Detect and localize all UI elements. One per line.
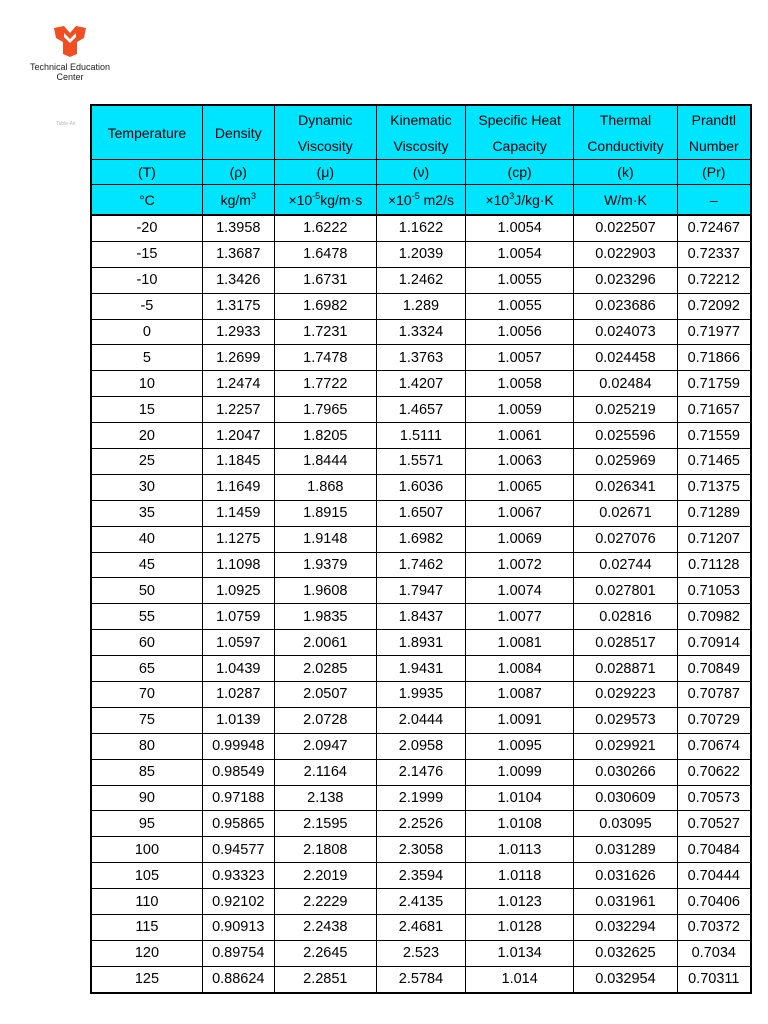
table-cell: 2.2229	[274, 889, 376, 915]
table-cell: 2.0947	[274, 733, 376, 759]
table-cell: 1.6507	[376, 500, 465, 526]
table-cell: 20	[91, 423, 202, 449]
table-cell: 0.031289	[574, 837, 677, 863]
table-cell: 0.98549	[202, 759, 274, 785]
header-row-names	[91, 105, 751, 160]
table-cell: 0.95865	[202, 811, 274, 837]
table-cell: 1.0439	[202, 656, 274, 682]
table-cell: 0.70573	[677, 785, 751, 811]
column-header-name-line: Capacity	[492, 137, 547, 154]
table-cell: 1.2933	[202, 319, 274, 345]
column-header-name-line: Specific Heat	[478, 111, 561, 128]
table-cell: 2.1476	[376, 759, 465, 785]
table-cell: 0.032954	[574, 966, 677, 992]
table-cell: 2.0728	[274, 707, 376, 733]
table-cell: 2.0444	[376, 707, 465, 733]
table-cell: 0.89754	[202, 940, 274, 966]
table-cell: 0.94577	[202, 837, 274, 863]
table-cell: 2.523	[376, 940, 465, 966]
table-cell: 0.029573	[574, 707, 677, 733]
column-header-name-line: Density	[214, 124, 262, 141]
table-cell: 0.71207	[677, 526, 751, 552]
table-row	[91, 837, 751, 863]
table-cell: 10	[91, 371, 202, 397]
table-cell: 0.92102	[202, 889, 274, 915]
column-header-name	[677, 105, 751, 160]
table-cell: 105	[91, 863, 202, 889]
table-cell: 75	[91, 707, 202, 733]
table-cell: 1.0597	[202, 630, 274, 656]
column-header-symbol: (ρ)	[202, 160, 274, 185]
table-cell: 1.9608	[274, 578, 376, 604]
table-cell: 1.0087	[466, 682, 574, 708]
table-cell: 1.3687	[202, 241, 274, 267]
table-cell: 1.1622	[376, 215, 465, 241]
column-header-name-line: Temperature	[107, 124, 187, 141]
table-row	[91, 940, 751, 966]
table-cell: 1.8437	[376, 604, 465, 630]
brand-name-line2: Center	[56, 72, 84, 82]
table-cell: 0.025969	[574, 449, 677, 475]
table-row	[91, 759, 751, 785]
table-cell: 0.029223	[574, 682, 677, 708]
table-cell: 2.138	[274, 785, 376, 811]
column-header-name-line: Thermal	[599, 111, 652, 128]
table-row	[91, 552, 751, 578]
unit-suffix: J/kg·K	[514, 191, 554, 208]
unit-base: ×10	[288, 191, 313, 208]
table-cell: 2.0285	[274, 656, 376, 682]
table-cell: 110	[91, 889, 202, 915]
table-cell: 1.7947	[376, 578, 465, 604]
unit-suffix: m2/s	[419, 191, 454, 208]
table-cell: 1.4207	[376, 371, 465, 397]
table-row	[91, 811, 751, 837]
table-cell: 1.6731	[274, 267, 376, 293]
table-cell: 0.030609	[574, 785, 677, 811]
table-cell: 0.025596	[574, 423, 677, 449]
column-header-unit	[376, 185, 465, 216]
table-cell: 2.1808	[274, 837, 376, 863]
table-cell: 1.2039	[376, 241, 465, 267]
table-cell: 2.2851	[274, 966, 376, 992]
table-row	[91, 863, 751, 889]
table-cell: -5	[91, 293, 202, 319]
table-cell: 1.0091	[466, 707, 574, 733]
table-cell: 1.868	[274, 474, 376, 500]
table-cell: 0.70484	[677, 837, 751, 863]
unit-exponent: 3	[250, 190, 256, 201]
table-cell: 1.0139	[202, 707, 274, 733]
table-cell: -10	[91, 267, 202, 293]
unit-exponent: -5	[312, 190, 321, 201]
table-cell: 1.0054	[466, 241, 574, 267]
brand-name-line1: Technical Education	[29, 62, 111, 72]
table-cell: 1.289	[376, 293, 465, 319]
column-header-unit	[202, 185, 274, 216]
table-cell: 2.3594	[376, 863, 465, 889]
table-cell: 2.1164	[274, 759, 376, 785]
table-header	[91, 105, 751, 215]
column-header-unit	[91, 185, 202, 216]
table-cell: 1.0056	[466, 319, 574, 345]
header-row-units	[91, 185, 751, 216]
table-row	[91, 604, 751, 630]
table-row	[91, 474, 751, 500]
table-row	[91, 500, 751, 526]
table-cell: 1.3426	[202, 267, 274, 293]
table-cell: 0.71866	[677, 345, 751, 371]
table-cell: 0.71759	[677, 371, 751, 397]
table-cell: 5	[91, 345, 202, 371]
table-cell: 2.1595	[274, 811, 376, 837]
table-cell: 1.8205	[274, 423, 376, 449]
table-cell: 1.7722	[274, 371, 376, 397]
table-cell: 1.0095	[466, 733, 574, 759]
table-row	[91, 397, 751, 423]
column-header-symbol: (k)	[574, 160, 677, 185]
table-row	[91, 371, 751, 397]
table-cell: 2.0958	[376, 733, 465, 759]
table-cell: 1.0123	[466, 889, 574, 915]
column-header-unit	[574, 185, 677, 216]
table-row	[91, 449, 751, 475]
table-cell: 0.97188	[202, 785, 274, 811]
table-cell: 0.028517	[574, 630, 677, 656]
table-cell: 1.0058	[466, 371, 574, 397]
table-row	[91, 241, 751, 267]
table-cell: 0.02744	[574, 552, 677, 578]
column-header-name	[274, 105, 376, 160]
table-cell: 0.023686	[574, 293, 677, 319]
table-cell: 1.1098	[202, 552, 274, 578]
table-row	[91, 785, 751, 811]
unit-base: ×10	[387, 191, 412, 208]
table-cell: 1.6982	[274, 293, 376, 319]
table-cell: 1.2257	[202, 397, 274, 423]
table-cell: 1.5111	[376, 423, 465, 449]
table-cell: 0.72337	[677, 241, 751, 267]
table-cell: 0.032294	[574, 915, 677, 941]
table-cell: 1.0055	[466, 293, 574, 319]
table-cell: 1.0072	[466, 552, 574, 578]
table-cell: 0.022507	[574, 215, 677, 241]
table-cell: 1.0128	[466, 915, 574, 941]
table-cell: 2.1999	[376, 785, 465, 811]
table-cell: 1.0287	[202, 682, 274, 708]
table-cell: 1.9148	[274, 526, 376, 552]
column-header-name	[202, 105, 274, 160]
table-cell: 1.9835	[274, 604, 376, 630]
table-cell: 0.71657	[677, 397, 751, 423]
column-header-symbol: (ν)	[376, 160, 465, 185]
table-cell: 1.014	[466, 966, 574, 992]
table-cell: 1.0759	[202, 604, 274, 630]
table-cell: 0.70787	[677, 682, 751, 708]
table-cell: 0.72092	[677, 293, 751, 319]
table-cell: 2.4681	[376, 915, 465, 941]
table-cell: 50	[91, 578, 202, 604]
air-properties-table-container	[90, 104, 752, 994]
column-header-name	[466, 105, 574, 160]
table-cell: 85	[91, 759, 202, 785]
header-row-symbols	[91, 160, 751, 185]
table-cell: 0.71977	[677, 319, 751, 345]
brand-logo	[14, 6, 126, 94]
table-cell: 80	[91, 733, 202, 759]
table-row	[91, 966, 751, 992]
table-cell: 1.7965	[274, 397, 376, 423]
table-cell: 0.70674	[677, 733, 751, 759]
column-header-name	[574, 105, 677, 160]
table-cell: 0.70914	[677, 630, 751, 656]
table-cell: 0.70372	[677, 915, 751, 941]
table-cell: 65	[91, 656, 202, 682]
column-header-unit	[677, 185, 751, 216]
column-header-symbol: (cp)	[466, 160, 574, 185]
table-cell: 1.6982	[376, 526, 465, 552]
table-row	[91, 345, 751, 371]
table-cell: 0.02816	[574, 604, 677, 630]
table-cell: 55	[91, 604, 202, 630]
table-cell: 0.027076	[574, 526, 677, 552]
table-row	[91, 889, 751, 915]
table-cell: 1.0118	[466, 863, 574, 889]
table-cell: 0.027801	[574, 578, 677, 604]
table-cell: 0.02671	[574, 500, 677, 526]
table-cell: 1.0065	[466, 474, 574, 500]
table-cell: 1.8931	[376, 630, 465, 656]
unit-base: –	[709, 191, 718, 208]
table-cell: 1.0099	[466, 759, 574, 785]
table-cell: 2.2526	[376, 811, 465, 837]
table-cell: 1.3175	[202, 293, 274, 319]
column-header-symbol: (Pr)	[677, 160, 751, 185]
table-cell: -20	[91, 215, 202, 241]
table-row	[91, 267, 751, 293]
table-row	[91, 630, 751, 656]
table-cell: 1.1459	[202, 500, 274, 526]
table-cell: 0.70406	[677, 889, 751, 915]
table-cell: 2.0507	[274, 682, 376, 708]
table-cell: 0.70311	[677, 966, 751, 992]
table-cell: 95	[91, 811, 202, 837]
table-cell: 1.6036	[376, 474, 465, 500]
table-cell: 1.0074	[466, 578, 574, 604]
column-header-unit	[466, 185, 574, 216]
table-cell: 1.5571	[376, 449, 465, 475]
table-cell: 0.70849	[677, 656, 751, 682]
table-cell: 0.70622	[677, 759, 751, 785]
brand-mark-icon	[52, 24, 88, 58]
table-cell: 0.024073	[574, 319, 677, 345]
table-cell: 0.70527	[677, 811, 751, 837]
table-row	[91, 423, 751, 449]
table-cell: 2.2438	[274, 915, 376, 941]
table-cell: 1.1275	[202, 526, 274, 552]
table-cell: 1.0067	[466, 500, 574, 526]
table-cell: 120	[91, 940, 202, 966]
table-cell: 0.71128	[677, 552, 751, 578]
table-cell: 1.6478	[274, 241, 376, 267]
table-cell: 1.3324	[376, 319, 465, 345]
table-row	[91, 578, 751, 604]
table-cell: 1.0084	[466, 656, 574, 682]
table-cell: 1.0059	[466, 397, 574, 423]
table-row	[91, 293, 751, 319]
table-cell: 1.7462	[376, 552, 465, 578]
table-cell: 15	[91, 397, 202, 423]
table-cell: 1.0063	[466, 449, 574, 475]
table-cell: 40	[91, 526, 202, 552]
column-header-name-line: Prandtl	[691, 111, 736, 128]
column-header-name	[376, 105, 465, 160]
table-cell: 1.3763	[376, 345, 465, 371]
column-header-unit	[274, 185, 376, 216]
table-cell: 1.0061	[466, 423, 574, 449]
table-cell: 1.9379	[274, 552, 376, 578]
table-cell: 0.71465	[677, 449, 751, 475]
unit-base: W/m·K	[604, 191, 647, 208]
table-cell: 0.031961	[574, 889, 677, 915]
table-cell: 1.9431	[376, 656, 465, 682]
table-cell: 1.0108	[466, 811, 574, 837]
column-header-name-line: Viscosity	[393, 137, 449, 154]
table-cell: 0.88624	[202, 966, 274, 992]
table-cell: 1.0925	[202, 578, 274, 604]
table-cell: 90	[91, 785, 202, 811]
table-cell: 1.0069	[466, 526, 574, 552]
table-cell: 1.1649	[202, 474, 274, 500]
table-cell: 1.0081	[466, 630, 574, 656]
table-cell: 1.7478	[274, 345, 376, 371]
table-cell: 0.71559	[677, 423, 751, 449]
unit-suffix: kg/m·s	[320, 191, 363, 208]
table-cell: 1.8915	[274, 500, 376, 526]
table-cell: 0	[91, 319, 202, 345]
column-header-symbol: (μ)	[274, 160, 376, 185]
table-cell: 0.031626	[574, 863, 677, 889]
table-row	[91, 656, 751, 682]
table-cell: 0.02484	[574, 371, 677, 397]
unit-base: kg/m	[220, 191, 251, 208]
column-header-name-line: Viscosity	[297, 137, 353, 154]
table-row	[91, 682, 751, 708]
table-cell: 35	[91, 500, 202, 526]
table-cell: 0.71375	[677, 474, 751, 500]
column-header-name-line: Dynamic	[298, 111, 353, 128]
air-properties-table	[90, 104, 752, 994]
table-cell: 0.7034	[677, 940, 751, 966]
table-cell: 1.6222	[274, 215, 376, 241]
table-cell: 70	[91, 682, 202, 708]
table-cell: 0.024458	[574, 345, 677, 371]
column-header-symbol: (T)	[91, 160, 202, 185]
table-row	[91, 319, 751, 345]
table-cell: 100	[91, 837, 202, 863]
table-cell: 2.2645	[274, 940, 376, 966]
table-row	[91, 733, 751, 759]
table-cell: 2.5784	[376, 966, 465, 992]
table-cell: 0.70729	[677, 707, 751, 733]
table-cell: 0.030266	[574, 759, 677, 785]
table-cell: 0.70444	[677, 863, 751, 889]
table-cell: 0.029921	[574, 733, 677, 759]
table-row	[91, 526, 751, 552]
table-cell: -15	[91, 241, 202, 267]
table-row	[91, 915, 751, 941]
table-cell: 60	[91, 630, 202, 656]
column-header-name-line: Number	[688, 137, 739, 154]
table-cell: 1.9935	[376, 682, 465, 708]
table-cell: 1.0057	[466, 345, 574, 371]
table-cell: 1.0113	[466, 837, 574, 863]
table-cell: 1.7231	[274, 319, 376, 345]
table-cell: 1.4657	[376, 397, 465, 423]
table-cell: 1.0134	[466, 940, 574, 966]
table-cell: 2.0061	[274, 630, 376, 656]
table-body	[91, 215, 751, 993]
table-cell: 0.71053	[677, 578, 751, 604]
table-cell: 1.2047	[202, 423, 274, 449]
column-header-name-line: Conductivity	[587, 137, 664, 154]
table-cell: 1.0054	[466, 215, 574, 241]
table-row	[91, 215, 751, 241]
table-cell: 0.72467	[677, 215, 751, 241]
table-cell: 45	[91, 552, 202, 578]
table-cell: 0.99948	[202, 733, 274, 759]
unit-base: ×10	[485, 191, 510, 208]
table-cell: 0.71289	[677, 500, 751, 526]
watermark-text: Table-Air	[56, 121, 76, 127]
table-cell: 0.03095	[574, 811, 677, 837]
table-cell: 0.022903	[574, 241, 677, 267]
table-cell: 1.3958	[202, 215, 274, 241]
column-header-name-line: Kinematic	[390, 111, 452, 128]
table-cell: 1.0104	[466, 785, 574, 811]
table-cell: 1.1845	[202, 449, 274, 475]
unit-base: °C	[139, 191, 155, 208]
unit-exponent: 3	[509, 190, 515, 201]
table-cell: 2.2019	[274, 863, 376, 889]
table-cell: 1.0077	[466, 604, 574, 630]
table-cell: 25	[91, 449, 202, 475]
table-cell: 0.023296	[574, 267, 677, 293]
table-cell: 0.90913	[202, 915, 274, 941]
table-cell: 1.2474	[202, 371, 274, 397]
table-cell: 2.3058	[376, 837, 465, 863]
table-cell: 0.70982	[677, 604, 751, 630]
table-cell: 2.4135	[376, 889, 465, 915]
table-cell: 0.72212	[677, 267, 751, 293]
table-cell: 1.0055	[466, 267, 574, 293]
table-cell: 115	[91, 915, 202, 941]
table-cell: 125	[91, 966, 202, 992]
table-cell: 1.2462	[376, 267, 465, 293]
table-cell: 1.8444	[274, 449, 376, 475]
table-cell: 0.032625	[574, 940, 677, 966]
table-cell: 0.025219	[574, 397, 677, 423]
unit-exponent: -5	[411, 190, 420, 201]
table-cell: 0.028871	[574, 656, 677, 682]
table-row	[91, 707, 751, 733]
column-header-name	[91, 105, 202, 160]
table-cell: 0.93323	[202, 863, 274, 889]
table-cell: 30	[91, 474, 202, 500]
table-cell: 1.2699	[202, 345, 274, 371]
table-cell: 0.026341	[574, 474, 677, 500]
